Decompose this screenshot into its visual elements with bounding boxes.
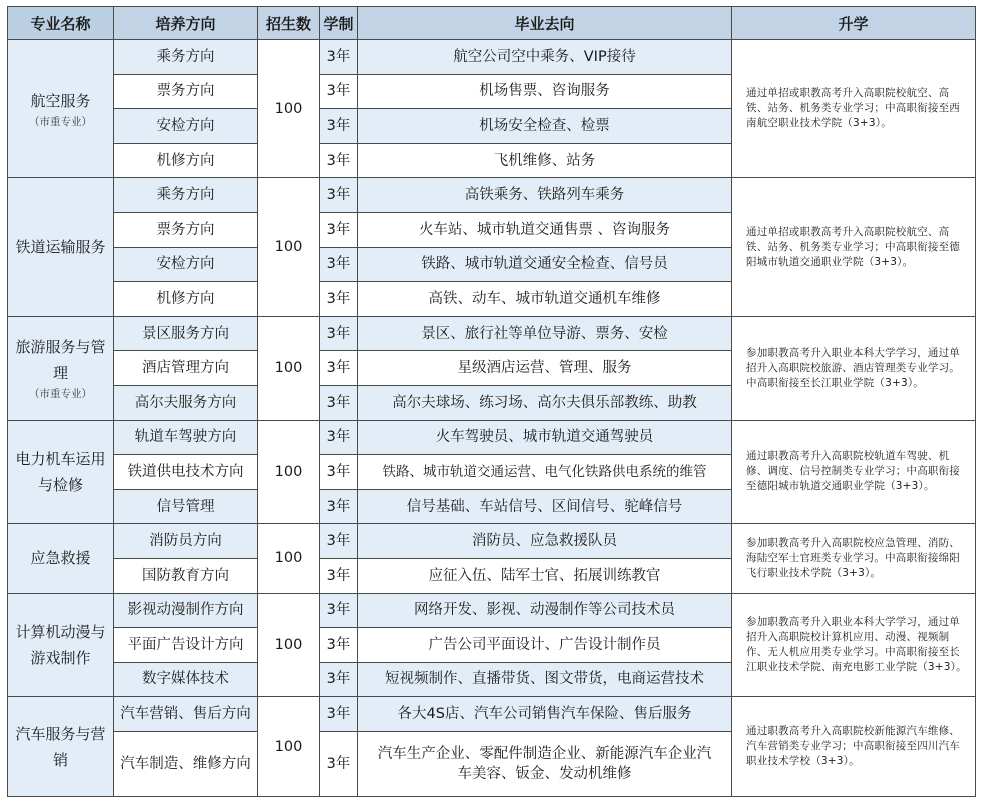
length-cell: 3年 xyxy=(320,109,358,144)
direction-cell: 汽车制造、维修方向 xyxy=(114,731,258,796)
major-name-cell xyxy=(8,524,114,593)
length-cell: 3年 xyxy=(320,40,358,75)
career-cell: 机场售票、咨询服务 xyxy=(358,74,732,109)
direction-cell: 乘务方向 xyxy=(114,178,258,213)
enroll-cell: 100 xyxy=(258,420,320,524)
career-cell: 机场安全检查、检票 xyxy=(358,109,732,144)
major-name: 旅游服务与管理 xyxy=(15,338,106,383)
length-cell: 3年 xyxy=(320,143,358,178)
career-cell: 火车驾驶员、城市轨道交通驾驶员 xyxy=(358,420,732,455)
length-cell: 3年 xyxy=(320,593,358,628)
career-cell: 信号基础、车站信号、区间信号、驼峰信号 xyxy=(358,489,732,524)
direction-cell: 安检方向 xyxy=(114,109,258,144)
major-name-cell xyxy=(8,593,114,697)
further-study-cell: 通过单招或职教高考升入高职院校航空、高铁、站务、机务类专业学习；中高职衔接至西南航空职业技术学院（3+3）。 xyxy=(732,40,976,178)
length-cell: 3年 xyxy=(320,420,358,455)
career-cell: 各大4S店、汽车公司销售汽车保险、售后服务 xyxy=(358,697,732,732)
career-cell: 铁路、城市轨道交通安全检查、信号员 xyxy=(358,247,732,282)
length-cell: 3年 xyxy=(320,385,358,420)
major-name: 汽车服务与营销 xyxy=(15,724,106,769)
direction-cell: 信号管理 xyxy=(114,489,258,524)
further-study-cell: 通过职教高考升入高职院校新能源汽车维修、汽车营销类专业学习；中高职衔接至四川汽车职业技术学校（3+3）。 xyxy=(732,697,976,797)
direction-cell: 影视动漫制作方向 xyxy=(114,593,258,628)
direction-cell: 票务方向 xyxy=(114,212,258,247)
length-cell: 3年 xyxy=(320,524,358,559)
career-cell: 汽车生产企业、零配件制造企业、新能源汽车企业汽车美容、钣金、发动机维修 xyxy=(358,731,732,796)
enroll-cell: 100 xyxy=(258,524,320,593)
header-major: 专业名称 xyxy=(8,7,114,40)
table-row xyxy=(8,697,976,732)
enroll-cell: 100 xyxy=(258,697,320,797)
length-cell: 3年 xyxy=(320,697,358,732)
table-row xyxy=(8,420,976,455)
major-name-cell xyxy=(8,697,114,797)
major-name: 电力机车运用与检修 xyxy=(15,449,106,494)
length-cell: 3年 xyxy=(320,662,358,697)
length-cell: 3年 xyxy=(320,212,358,247)
length-cell: 3年 xyxy=(320,247,358,282)
length-cell: 3年 xyxy=(320,178,358,213)
header-direction: 培养方向 xyxy=(114,7,258,40)
table-row xyxy=(8,40,976,75)
direction-cell: 汽车营销、售后方向 xyxy=(114,697,258,732)
direction-cell: 景区服务方向 xyxy=(114,316,258,351)
direction-cell: 国防教育方向 xyxy=(114,558,258,593)
enroll-cell: 100 xyxy=(258,178,320,316)
major-name: 航空服务 xyxy=(30,91,91,110)
direction-cell: 轨道车驾驶方向 xyxy=(114,420,258,455)
further-study-cell: 参加职教高考升入职业本科大学学习，通过单招升入高职院校计算机应用、动漫、视频制作、无人机应用类专业学习。中高职衔接至长江职业技术学院、南充电影工业学院（3+3）。 xyxy=(732,593,976,697)
career-cell: 短视频制作、直播带货、图文带货，电商运营技术 xyxy=(358,662,732,697)
career-cell: 广告公司平面设计、广告设计制作员 xyxy=(358,628,732,663)
major-name-cell xyxy=(8,40,114,178)
direction-cell: 数字媒体技术 xyxy=(114,662,258,697)
direction-cell: 机修方向 xyxy=(114,143,258,178)
career-cell: 火车站、城市轨道交通售票 、咨询服务 xyxy=(358,212,732,247)
table-row xyxy=(8,178,976,213)
major-name: 铁道运输服务 xyxy=(15,238,106,257)
enroll-cell: 100 xyxy=(258,40,320,178)
career-cell: 网络开发、影视、动漫制作等公司技术员 xyxy=(358,593,732,628)
table-row xyxy=(8,316,976,351)
header-enroll: 招生数 xyxy=(258,7,320,40)
career-cell: 星级酒店运营、管理、服务 xyxy=(358,351,732,386)
direction-cell: 消防员方向 xyxy=(114,524,258,559)
length-cell: 3年 xyxy=(320,731,358,796)
length-cell: 3年 xyxy=(320,351,358,386)
length-cell: 3年 xyxy=(320,489,358,524)
major-name-cell xyxy=(8,420,114,524)
career-cell: 铁路、城市轨道交通运营、电气化铁路供电系统的维管 xyxy=(358,455,732,490)
major-name: 计算机动漫与游戏制作 xyxy=(15,622,106,667)
header-length: 学制 xyxy=(320,7,358,40)
enroll-cell: 100 xyxy=(258,316,320,420)
header-row xyxy=(8,7,976,40)
career-cell: 高尔夫球场、练习场、高尔夫俱乐部教练、助教 xyxy=(358,385,732,420)
length-cell: 3年 xyxy=(320,455,358,490)
career-cell: 应征入伍、陆军士官、拓展训练教官 xyxy=(358,558,732,593)
direction-cell: 平面广告设计方向 xyxy=(114,628,258,663)
further-study-cell: 通过职教高考升入高职院校轨道车驾驶、机修、调度、信号控制类专业学习；中高职衔接至德阳城市轨道交通职业学院（3+3）。 xyxy=(732,420,976,524)
major-note: （市重专业） xyxy=(29,115,92,128)
career-cell: 高铁、动车、城市轨道交通机车维修 xyxy=(358,282,732,317)
major-name-cell xyxy=(8,316,114,420)
table-row xyxy=(8,524,976,559)
career-cell: 飞机维修、站务 xyxy=(358,143,732,178)
direction-cell: 铁道供电技术方向 xyxy=(114,455,258,490)
length-cell: 3年 xyxy=(320,558,358,593)
direction-cell: 机修方向 xyxy=(114,282,258,317)
table-row xyxy=(8,593,976,628)
further-study-cell: 参加职教高考升入高职院校应急管理、消防、海陆空军士官班类专业学习。中高职衔接绵阳飞行职业技术学院（3+3）。 xyxy=(732,524,976,593)
enroll-cell: 100 xyxy=(258,593,320,697)
major-note: （市重专业） xyxy=(29,388,92,401)
direction-cell: 票务方向 xyxy=(114,74,258,109)
header-further: 升学 xyxy=(732,7,976,40)
career-cell: 消防员、应急救援队员 xyxy=(358,524,732,559)
major-name-cell xyxy=(8,178,114,316)
career-cell: 景区、旅行社等单位导游、票务、安检 xyxy=(358,316,732,351)
career-cell: 航空公司空中乘务、VIP接待 xyxy=(358,40,732,75)
direction-cell: 高尔夫服务方向 xyxy=(114,385,258,420)
table-body xyxy=(8,40,976,797)
further-study-cell: 通过单招或职教高考升入高职院校航空、高铁、站务、机务类专业学习；中高职衔接至德阳城市轨道交通职业学院（3+3）。 xyxy=(732,178,976,316)
major-name: 应急救援 xyxy=(30,549,91,568)
length-cell: 3年 xyxy=(320,74,358,109)
career-cell: 高铁乘务、铁路列车乘务 xyxy=(358,178,732,213)
direction-cell: 安检方向 xyxy=(114,247,258,282)
length-cell: 3年 xyxy=(320,282,358,317)
majors-table xyxy=(7,6,976,797)
length-cell: 3年 xyxy=(320,628,358,663)
length-cell: 3年 xyxy=(320,316,358,351)
direction-cell: 乘务方向 xyxy=(114,40,258,75)
direction-cell: 酒店管理方向 xyxy=(114,351,258,386)
header-career: 毕业去向 xyxy=(358,7,732,40)
further-study-cell: 参加职教高考升入职业本科大学学习，通过单招升入高职院校旅游、酒店管理类专业学习。中高职衔接至长江职业学院（3+3）。 xyxy=(732,316,976,420)
